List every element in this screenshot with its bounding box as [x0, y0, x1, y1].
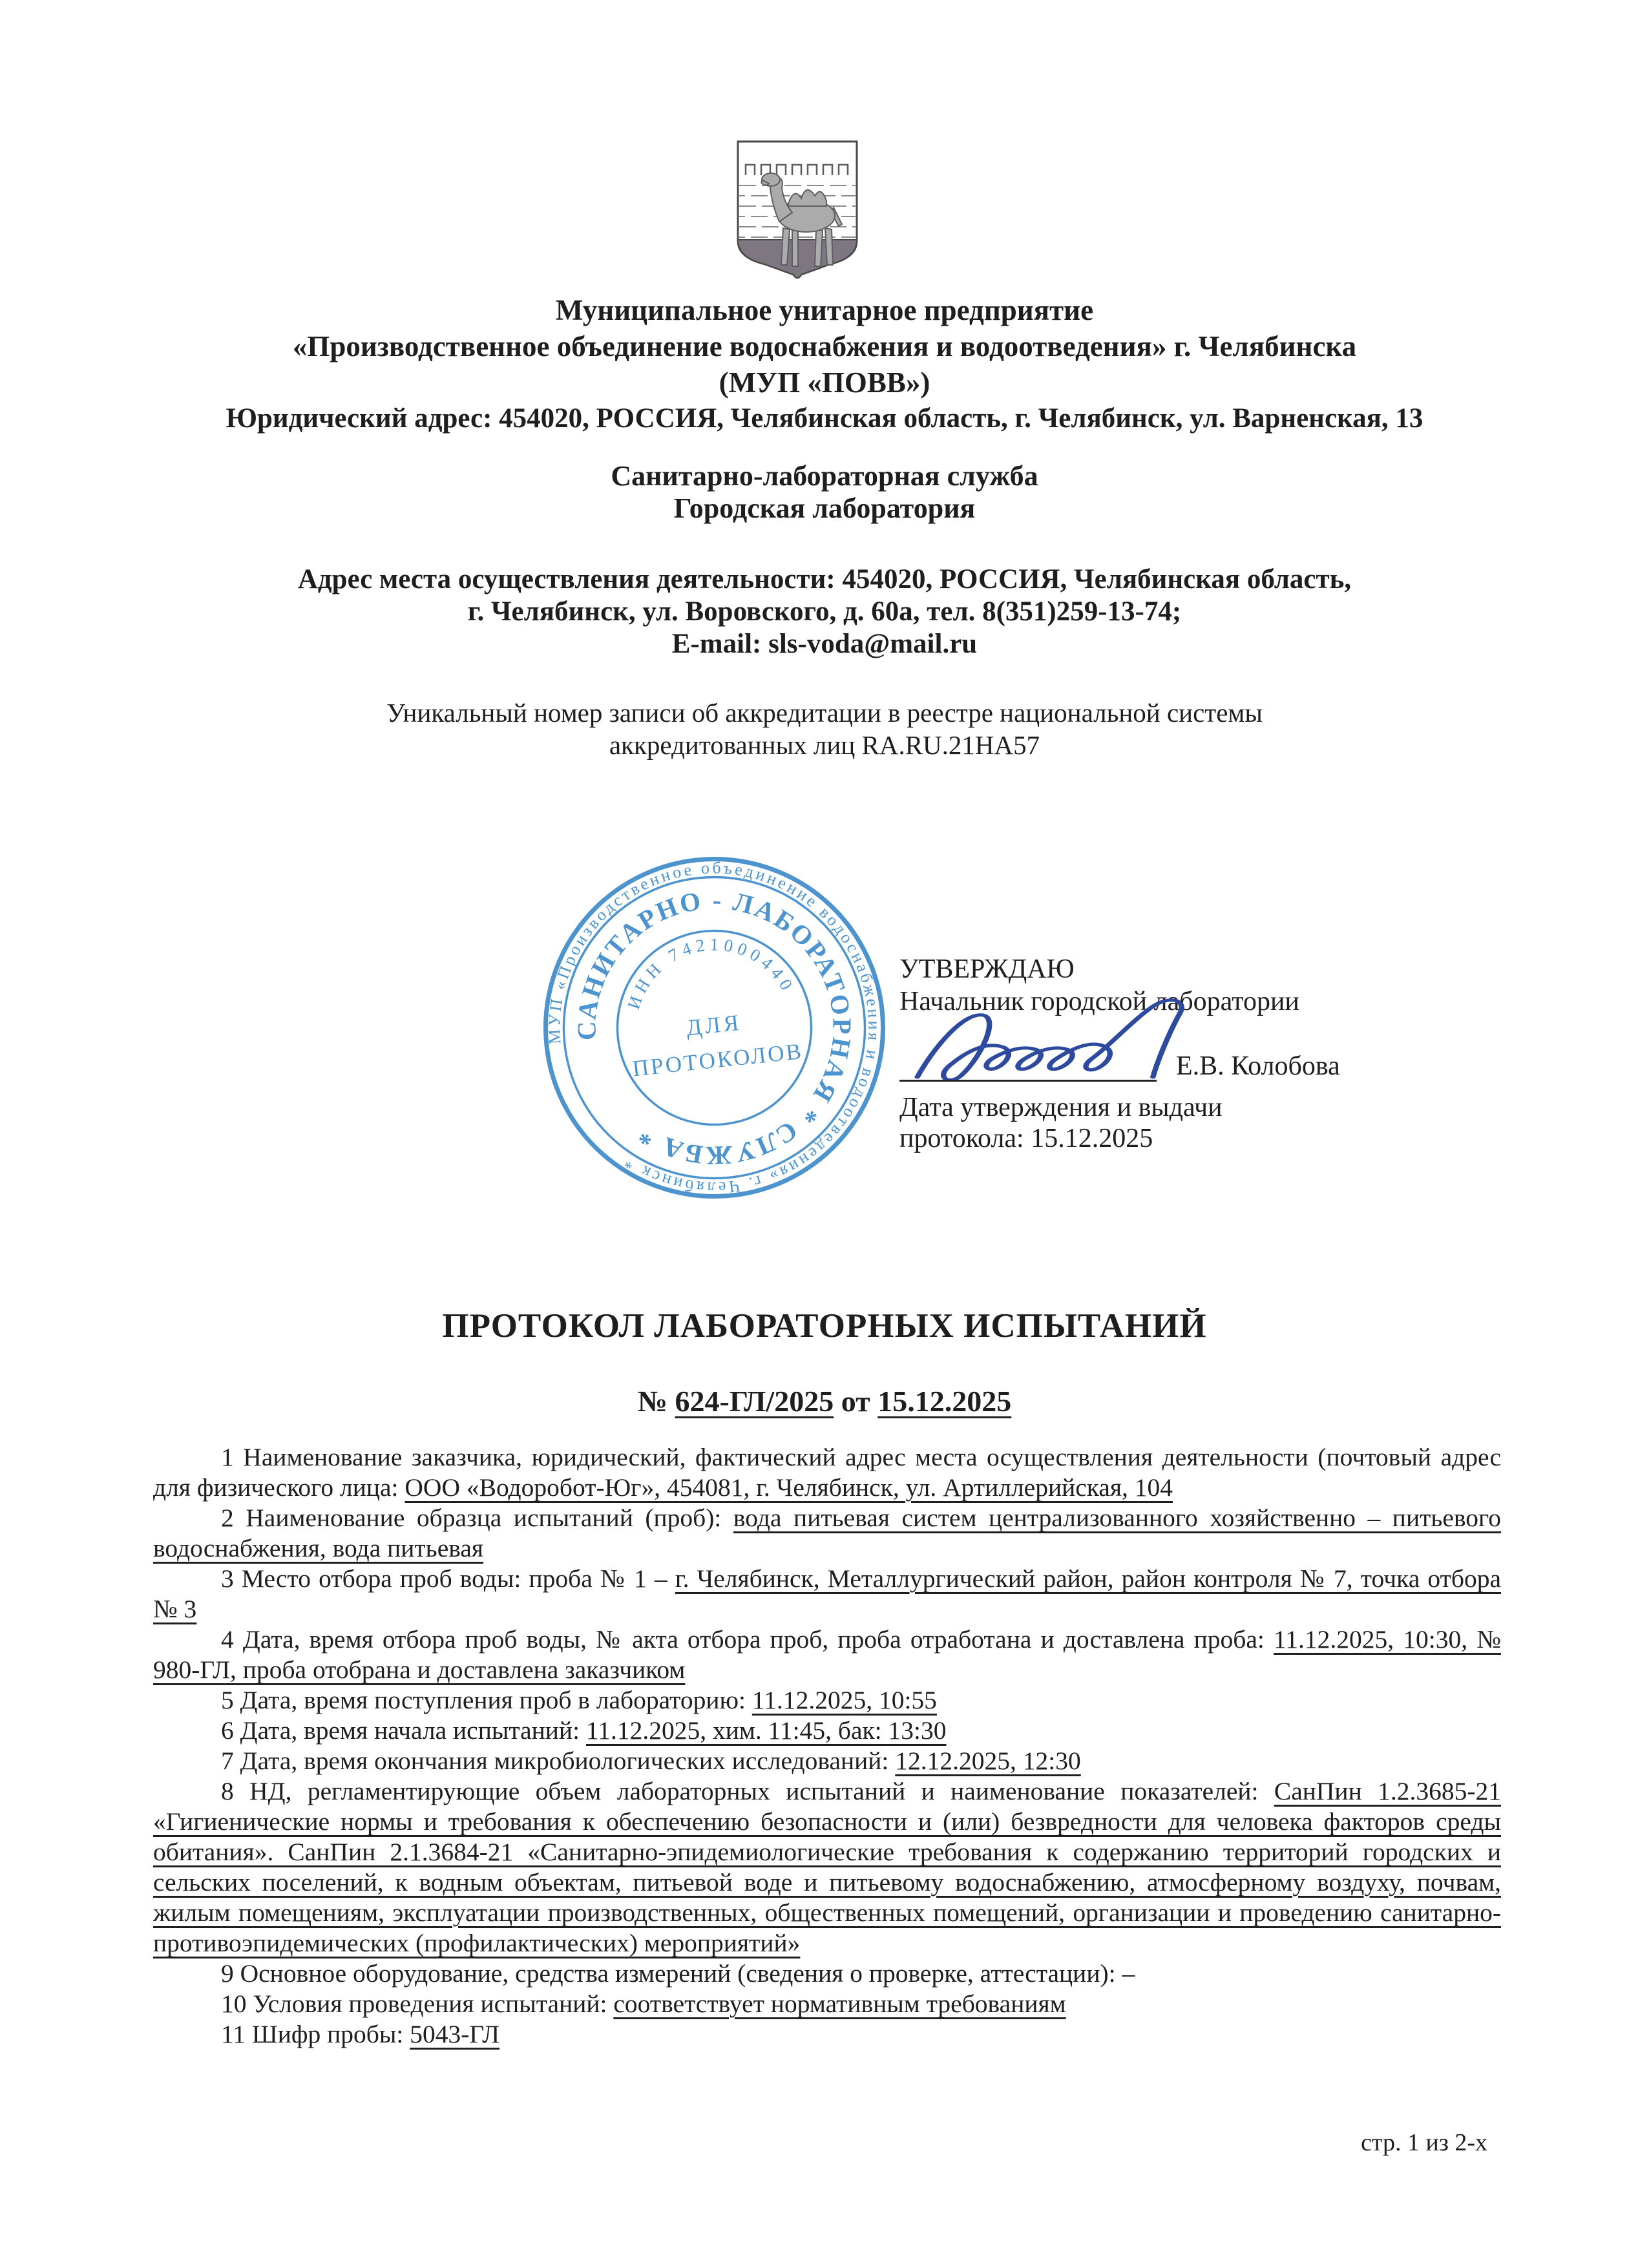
protocol-item-5: 5 Дата, время поступления проб в лабораторию: 11.12.2025, 10:55	[221, 1686, 937, 1714]
service-name: Санитарно-лабораторная служба	[611, 460, 1038, 492]
protocol-number: 624-ГЛ/2025	[675, 1385, 834, 1418]
protocol-item-9: 9 Основное оборудование, средства измерений (сведения о проверке, аттестации): –	[221, 1959, 1135, 1988]
stamp-outer-ring-text: МУП «Производственное объединение водоснабжения и водоотведения» г. Челябинск *	[545, 858, 884, 1197]
signature-icon	[903, 996, 1206, 1090]
protocol-item-3: 3 Место отбора проб воды: проба № 1 – г. Челябинск, Металлургический район, район контроля № 7, точка отбора № 3	[153, 1564, 1501, 1623]
activity-address-line1: Адрес места осуществления деятельности: 454020, РОССИЯ, Челябинская область,	[297, 564, 1352, 594]
accreditation-line1: Уникальный номер записи об аккредитации в реестре национальной системы	[386, 698, 1263, 728]
approver-position: Начальник городской лаборатории	[899, 987, 1299, 1016]
service-block	[0, 460, 1649, 525]
stamp-middle-ring-text: САНИТАРНО - ЛАБОРАТОРНАЯ * СЛУЖБА *	[571, 885, 857, 1171]
approval-date-label2: протокола: 15.12.2025	[899, 1124, 1153, 1153]
stamp-center-line2: ПРОТОКОЛОВ	[631, 1038, 804, 1082]
org-header	[0, 292, 1649, 437]
org-short-name: (МУП «ПОВВ»)	[719, 366, 930, 399]
protocol-item-10: 10 Условия проведения испытаний: соответствует нормативным требованиям	[221, 1990, 1066, 2018]
of-word: от	[834, 1385, 878, 1418]
org-name-line: «Производственное объединение водоснабжения и водоотведения» г. Челябинска	[292, 330, 1357, 362]
accreditation-block	[0, 697, 1649, 761]
protocol-date: 15.12.2025	[877, 1385, 1012, 1418]
stamp-center-line1: ДЛЯ	[685, 1009, 743, 1041]
approval-block	[899, 954, 1455, 1167]
approval-date-label1: Дата утверждения и выдачи	[899, 1093, 1223, 1122]
org-legal-address: Юридический адрес: 454020, РОССИЯ, Челябинская область, г. Челябинск, ул. Варненская, 13	[226, 403, 1423, 434]
document-number-line	[0, 1384, 1649, 1418]
stamp-inn-text: ИНН 7421000440	[624, 934, 799, 1012]
org-type-line: Муниципальное унитарное предприятие	[555, 294, 1094, 326]
protocol-body	[153, 1442, 1501, 2050]
protocol-item-6: 6 Дата, время начала испытаний: 11.12.2025, хим. 11:45, бак: 13:30	[221, 1716, 947, 1745]
document-title: ПРОТОКОЛ ЛАБОРАТОРНЫХ ИСПЫТАНИЙ	[442, 1307, 1207, 1345]
accreditation-line2: аккредитованных лиц RA.RU.21HA57	[609, 730, 1040, 760]
signer-name: Е.В. Колобова	[1176, 1051, 1340, 1081]
chelyabinsk-coat-of-arms-icon	[734, 138, 861, 284]
activity-address-block	[0, 563, 1649, 660]
protocol-item-7: 7 Дата, время окончания микробиологических исследований: 12.12.2025, 12:30	[221, 1747, 1081, 1775]
approve-word: УТВЕРЖДАЮ	[899, 954, 1075, 984]
activity-address-line2: г. Челябинск, ул. Воровского, д. 60а, тел. 8(351)259-13-74;	[467, 596, 1182, 627]
email-line: E-mail: sls-voda@mail.ru	[671, 629, 978, 659]
protocol-item-1: 1 Наименование заказчика, юридический, фактический адрес места осуществления деятельности (почтовый адрес для физического лица: ООО «Водоробот-Юг», 454081, г. Челябинск, ул. Артиллерийская, 104	[153, 1443, 1501, 1502]
protocol-item-11: 11 Шифр пробы: 5043-ГЛ	[221, 2020, 500, 2048]
protocol-item-4: 4 Дата, время отбора проб воды, № акта отбора проб, проба отработана и доставлена проба: 11.12.2025, 10:30, № 980-ГЛ, проба отобрана и доставлена заказчиком	[153, 1625, 1501, 1684]
signature-line	[899, 1080, 1157, 1082]
lab-name: Городская лаборатория	[673, 492, 976, 524]
protocol-item-2: 2 Наименование образца испытаний (проб): вода питьевая систем централизованного хозяйственно – питьевого водоснабжения, вода питьевая	[153, 1504, 1501, 1562]
protocol-item-8: 8 НД, регламентирующие объем лабораторных испытаний и наименование показателей: СанПин 1.2.3685-21 «Гигиенические нормы и требования к обеспечению безопасности и (или) безвредности для человека факторов среды обитания». СанПин 2.1.3684-21 «Санитарно-эпидемиологические требования к содержанию территорий городских и сельских поселений, к водным объектам, питьевой воде и питьевому водоснабжению, атмосферному воздуху, почвам, жилым помещениям, эксплуатации производственных, общественных помещений, организации и проведению санитарно-противоэпидемических (профилактических) мероприятий»	[153, 1777, 1501, 1957]
round-stamp-icon	[521, 834, 908, 1221]
number-prefix: №	[637, 1385, 675, 1418]
page-number: стр. 1 из 2-х	[1361, 2129, 1487, 2156]
